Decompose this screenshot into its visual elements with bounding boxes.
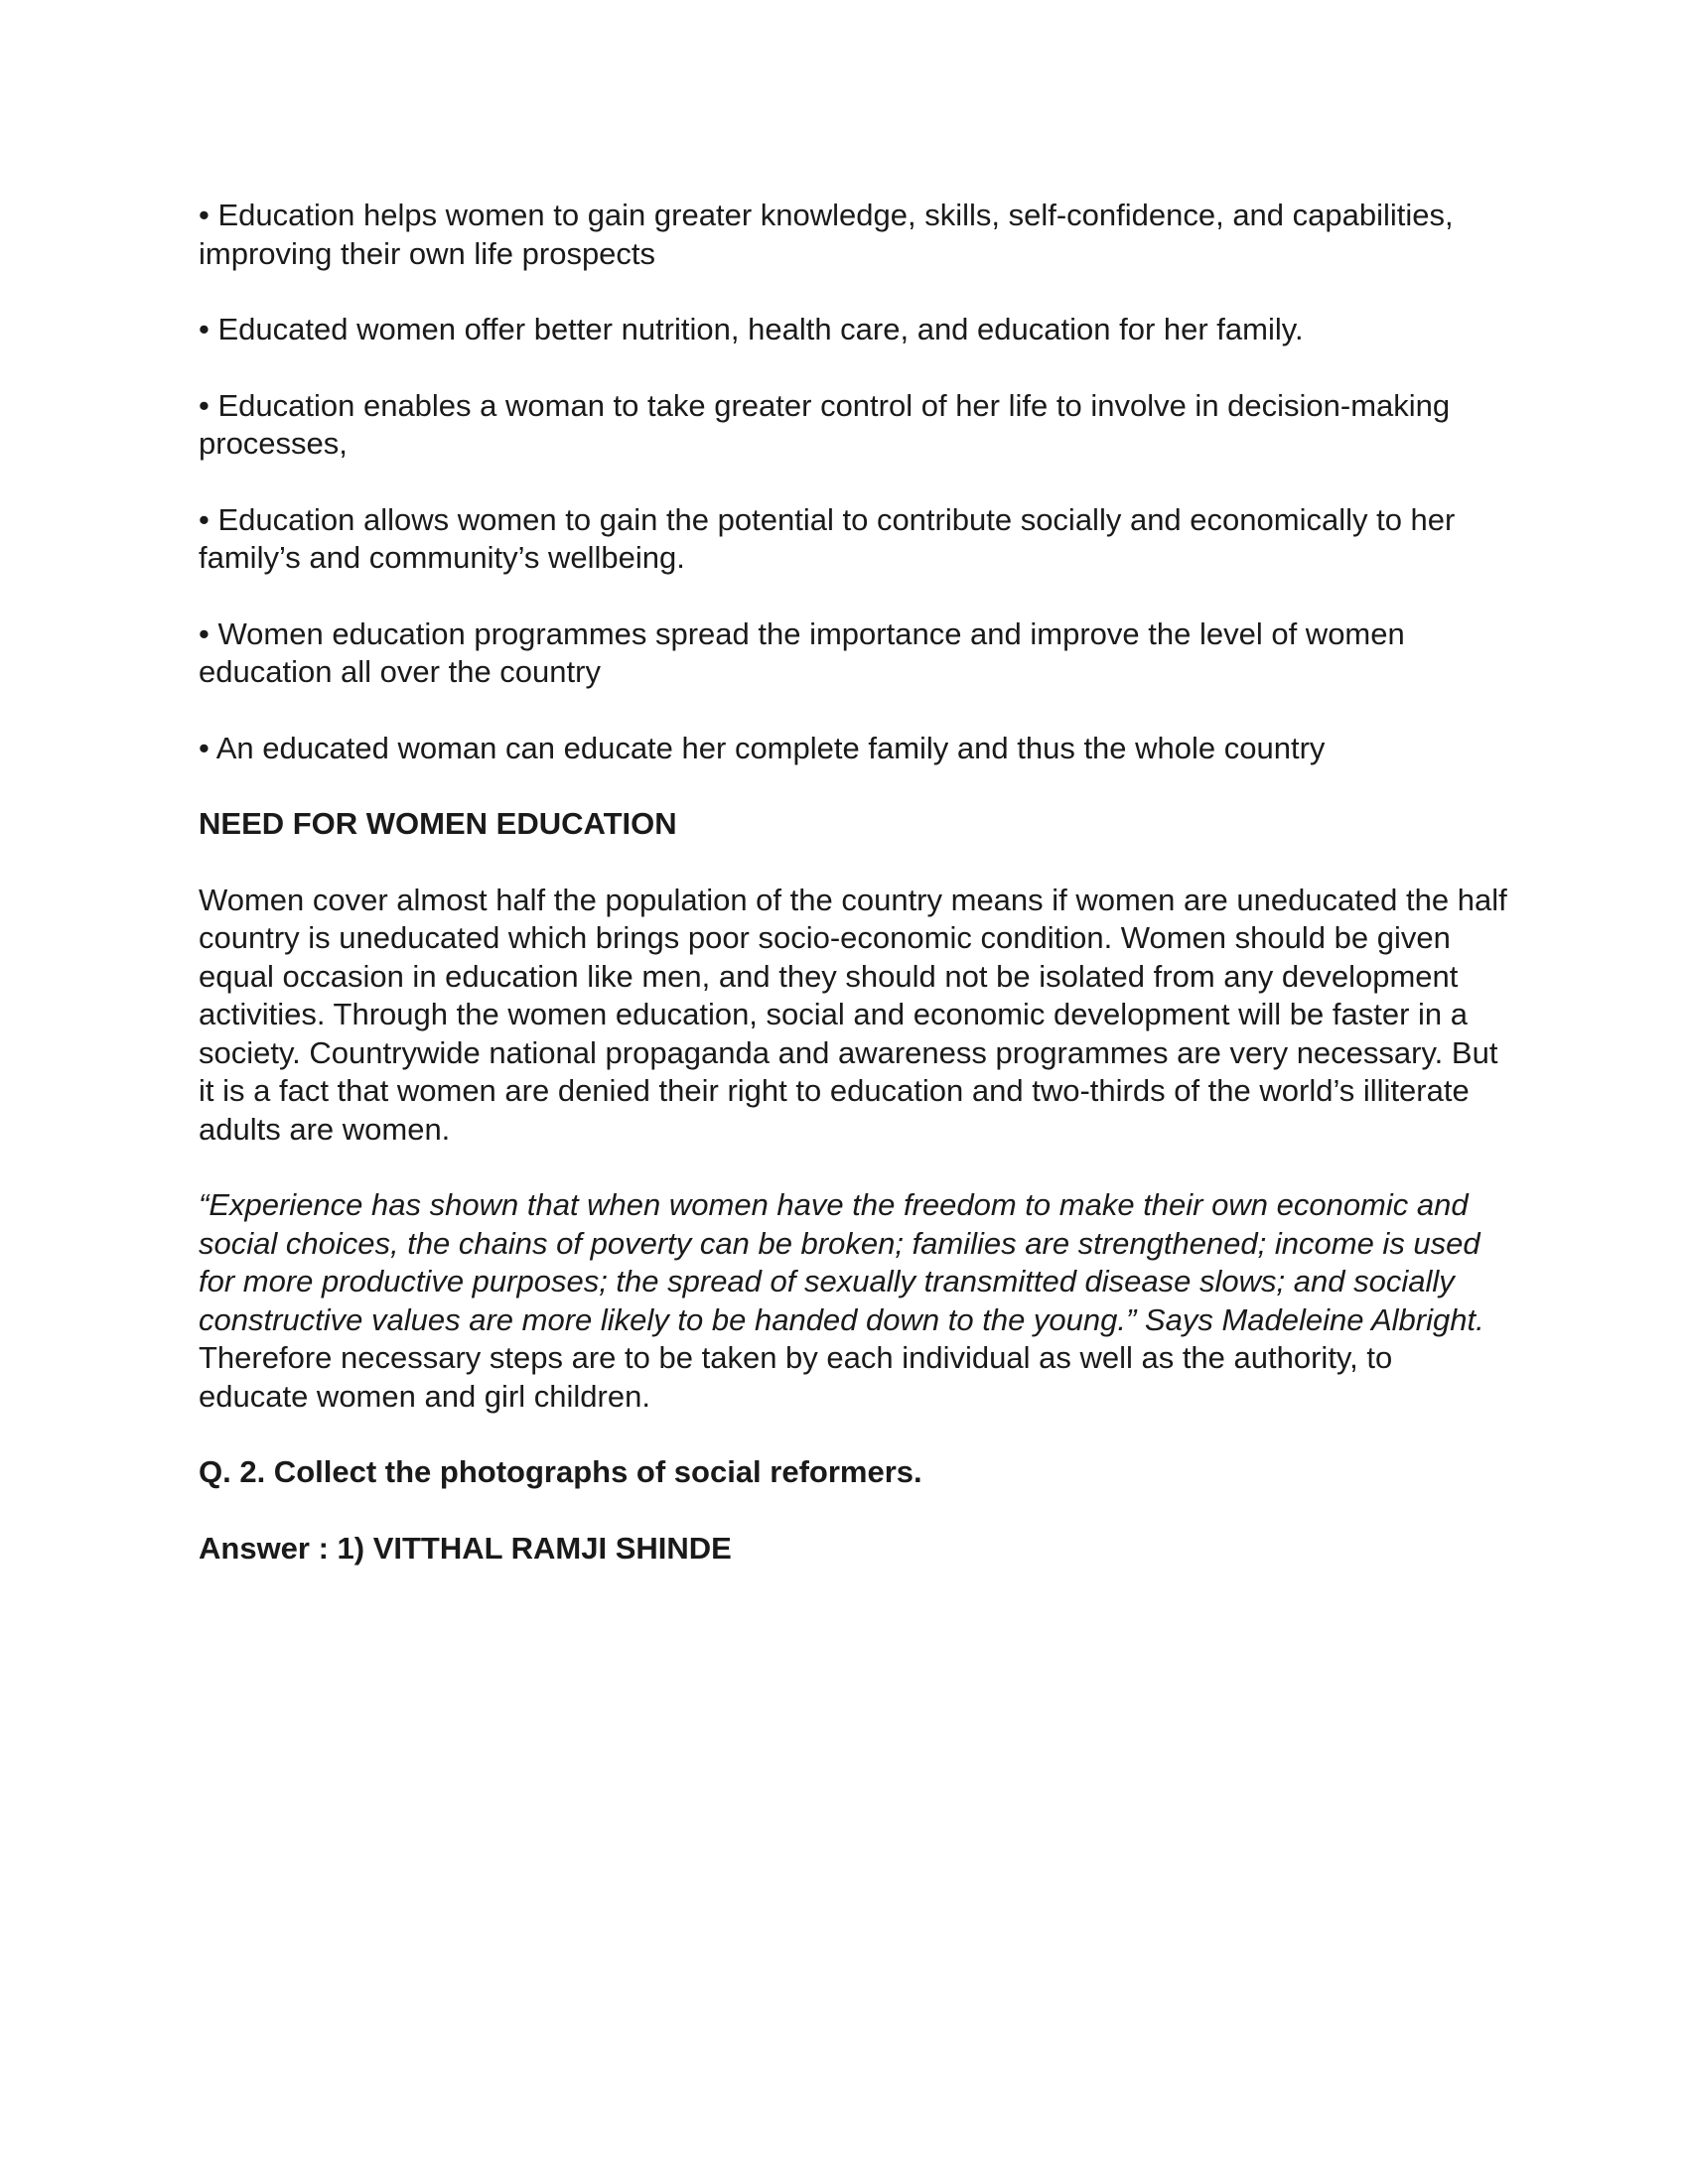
answer-heading: Answer : 1) VITTHAL RAMJI SHINDE [199,1530,732,1566]
body-paragraph: Women cover almost half the population of the country means if women are uneducated the half country is uneducated which brings poor socio-economic condition. Women should be given equal occasion in education like men, and they should not be isolated from any development activities. Through the women education, social and economic development will be faster in a society. Countrywide national propaganda and awareness programmes are very necessary. But it is a fact that women are denied their right to education and two-thirds of the world’s illiterate adults are women. [199,882,1507,1147]
bullet-point: • Women education programmes spread the importance and improve the level of women education all over the country [199,615,1405,689]
bullet-point: • Educated women offer better nutrition, health care, and education for her family. [199,312,1304,346]
bullet-point: • Education allows women to gain the potential to contribute socially and economically to her family’s and community’s wellbeing. [199,501,1456,575]
bullet-point: • Education helps women to gain greater knowledge, skills, self-confidence, and capabilities, improving their own life prospects [199,198,1454,271]
quote-text: “Experience has shown that when women have the freedom to make their own economic and social choices, the chains of poverty can be broken; families are strengthened; income is used for more productive purposes; the spread of sexually transmitted disease slows; and socially constructive values are more likely to be handed down to the young.” Says Madeleine Albright. [199,1187,1484,1337]
quote-paragraph [199,1186,1509,1416]
bullet-point: • An educated woman can educate her complete family and thus the whole country [199,730,1326,765]
question-heading: Q. 2. Collect the photographs of social reformers. [199,1454,922,1489]
section-heading: NEED FOR WOMEN EDUCATION [199,806,677,841]
bullet-point: • Education enables a woman to take greater control of her life to involve in decision-making processes, [199,387,1451,461]
quote-followup-text: Therefore necessary steps are to be taken by each individual as well as the authority, to educate women and girl children. [199,1340,1393,1414]
document-page [199,197,1509,1605]
